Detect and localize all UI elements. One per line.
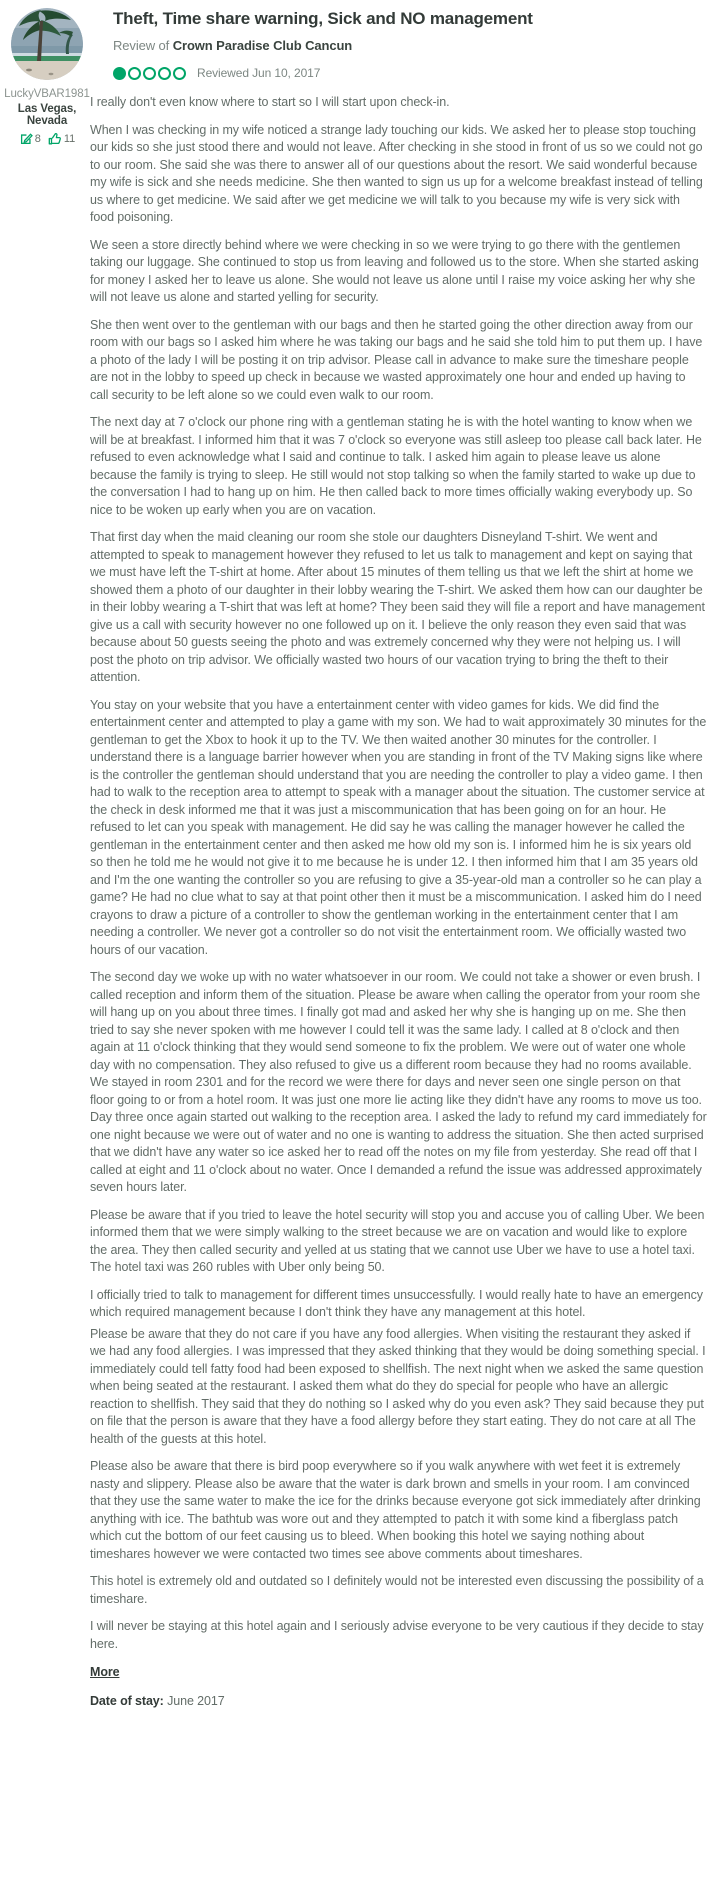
contributions-count: 8	[34, 133, 41, 145]
thumb-up-icon	[48, 132, 62, 146]
contributions-stat	[19, 132, 41, 146]
rating-bubble	[173, 67, 186, 80]
date-of-stay-label: Date of stay:	[90, 1694, 164, 1709]
rating-bubble	[113, 67, 126, 80]
review-title: Theft, Time share warning, Sick and NO management	[113, 9, 533, 28]
review-paragraph: Please be aware that if you tried to leave the hotel security will stop you and accuse you of calling Uber. We been informed them that we were simply walking to the street because we are on vacation and would like to explore the area. They then called security and yelled at us stating that we cannot use Uber we have to use a hotel taxi. The hotel taxi was 260 rubles with Uber only being 50.	[90, 1207, 705, 1275]
review-paragraph: I officially tried to talk to management for different times unsuccessfully. I would really hate to have an emergency which required management because I don't think they have any management at this hotel.	[90, 1287, 703, 1320]
avatar[interactable]	[11, 8, 83, 80]
review-paragraph: When I was checking in my wife noticed a strange lady touching our kids. We asked her to please stop touching our kids so she just stood there and would not leave. After checking in she stood in front of us so we could not go to our room. She said she was there to answer all of our questions about the resort. We said wonderful because my wife is sick and she needs medicine. She then wanted to sign us up for a welcome breakfast instead of telling us where to get medicine. We said after we get medicine we will talk to you because my wife is very sick with food poisoning.	[90, 122, 703, 225]
review-paragraph: I really don't even know where to start so I will start upon check-in.	[90, 95, 450, 110]
review-paragraph: We seen a store directly behind where we were checking in so we were trying to go there with the gentlemen taking our luggage. She continued to stop us from leaving and followed us to the store. When she started asking for money I asked her to leave us alone. She would not leave us alone until I raise my voice asking her why she will not leave us alone and started yelling for security.	[90, 237, 699, 305]
rating-bubble	[158, 67, 171, 80]
review-text	[90, 94, 707, 1653]
review-paragraph: Please be aware that they do not care if you have any food allergies. When visiting the restaurant they asked if we had any food allergies. I was impressed that they asked thinking that they would be doing something special. I immediately could tell fatty food had been exposed to shellfish. The next night when we asked the same question when being seated at the restaurant. I asked them what do they do special for people who have an allergic reaction to shellfish. They said that they do nothing so I asked why do you even ask? They said because they put on file that the person is aware that they have a food allergy before they start eating. They do not care at all The health of the guests at this hotel.	[90, 1326, 706, 1446]
beach-avatar-image	[11, 8, 83, 80]
review-paragraph: The next day at 7 o'clock our phone ring with a gentleman stating he is with the hotel wanting to know when we will be at breakfast. I informed him that it was 7 o'clock so everyone was still asleep too please call back later. He refused to even acknowledge what I said and continue to talk. I asked him again to please leave us alone because the family is trying to sleep. He still would not stop talking so when the family started to wake up due to the conversation I had to hang up on him. He then called back to more times officially waking everybody up. So nice to be woken up early when you are on vacation.	[90, 415, 702, 517]
review-paragraph: She then went over to the gentleman with our bags and then he started going the other direction away from our room with our bags so I asked him where he was taking our bags and he said she told him to put them up. I have a photo of the lady I will be posting it on trip advisor. Please call in advance to make sure the timeshare people are not in the lobby to speed up check in because we wasted approximately one hour and ended up having to call security to be left alone so we could even walk to our room.	[90, 317, 703, 402]
pencil-icon	[19, 132, 33, 146]
review-paragraph: Please also be aware that there is bird poop everywhere so if you walk anywhere with wet feet it is extremely nasty and slippery. Please also be aware that the water is dark brown and smells in your room. I am convinced that they use the same water to make the ice for the drinks because everyone got sick immediately after drinking anything with ice. The bathtub was wore out and they attempted to patch it with some kind a fiberglass patch which cut the bottom of our feet causing us to bleed. When booking this hotel we saying nothing about timeshares however we were contacted two times see above comments about timeshares.	[90, 1459, 701, 1561]
review-header	[113, 8, 707, 80]
reviewed-date: Reviewed Jun 10, 2017	[197, 66, 321, 81]
helpful-votes-count: 11	[63, 133, 76, 145]
hotel-link[interactable]: Crown Paradise Club Cancun	[172, 38, 353, 54]
review-paragraph: The second day we woke up with no water whatsoever in our room. We could not take a shower or even brush. I called reception and inform them of the situation. Please be aware when calling the operator from your room she will hang up on you about three times. I finally got mad and asked her why she is hanging up on me. She then tried to say she never spoken with me however I could tell it was the same lady. I called at 8 o'clock and then again at 11 o'clock thinking that they would send someone to fix the problem. We were out of water one whole day with no compensation. They also refused to give us a different room because they had no rooms available. We stayed in room 2301 and for the record we were there for days and never seen one single person on that floor going to or from a hotel room. It was just one more lie acting like they didn't have any rooms to move us too. Day three once again started out walking to the reception area. I asked the lady to refund my card immediately for one night because we were out of water and no one is wanting to address the situation. She then acted surprised that we didn't have any water so ice asked her to read off the notes on my file from yesterday. She read off that I called at eight and 11 o'clock about no water. Once I demanded a refund the issue was addressed approximately seven hours later.	[90, 970, 707, 1195]
review-main	[90, 8, 718, 1708]
review-paragraph: You stay on your website that you have a entertainment center with video games for kids. We did find the entertainment center and attempted to play a game with my son. We had to wait approximately 30 minutes for the gentleman to get the Xbox to hook it up to the TV. We then waited another 30 minutes for the controller. I understand there is a language barrier however when you are standing in front of the TV Making signs like where is the controller the gentleman should understand that you are needing the controller to play a video game. I then had to walk to the reception area to attempt to speak with a manager about the situation. The customer service at the check in desk informed me that it was just a miscommunication that has been going on for an hour. He refused to let can you speak with management. He did say he was calling the manager however he called the gentleman in the entertainment center and then asked me how old my son is. I informed him he is six years old so then he told me he would not give it to me because he is under 12. I then informed him that I am 35 years old and I'm the one wanting the controller so you are refusing to give a 35-year-old man a controller so he can play a game? He had no clue what to say at that point other then it must be a miscommunication. I asked him do I need crayons to draw a picture of a controller to show the gentleman working in the entertainment center that I am needing a controller. We never got a controller so do not visit the entertainment room. We officially wasted two hours of our vacation.	[90, 697, 707, 957]
helpful-votes-stat	[48, 132, 75, 146]
review-paragraph: I will never be staying at this hotel again and I seriously advise everyone to be very cautious if they decide to stay here.	[90, 1619, 704, 1651]
reviewer-username[interactable]: LuckyVBAR1981	[4, 88, 90, 100]
rating-row	[113, 66, 707, 80]
rating-bubble	[128, 67, 141, 80]
review-paragraph: That first day when the maid cleaning our room she stole our daughters Disneyland T-shirt. We went and attempted to speak to management however they refused to let us talk to management and kept on saying that we must have left the T-shirt at home. After about 15 minutes of them telling us that we left the shirt at home we showed them a photo of our daughter in their lobby wearing the T-shirt. We asked them how can our daughter be in their lobby wearing a T-shirt that was left at home? They been said they will file a report and have management give us a call with security however no one followed up on it. I believe the only reason they even said that was because about 50 guests seeing the photo and was extremely concerned why they were not helping us. I will post the photo on trip advisor. We officially wasted two hours of our vacation trying to bring the theft to their attention.	[90, 530, 705, 685]
date-of-stay-value: June 2017	[167, 1694, 225, 1709]
date-of-stay	[90, 1694, 707, 1708]
reviewer-location: Las Vegas, Nevada	[17, 103, 77, 127]
review-paragraph: This hotel is extremely old and outdated so I definitely would not be interested even discussing the possibility of a timeshare.	[90, 1574, 704, 1606]
rating-bubbles	[113, 67, 188, 80]
rating-bubble	[143, 67, 156, 80]
more-link[interactable]: More	[90, 1665, 120, 1680]
reviewer-stats	[0, 132, 94, 146]
review-of-label: Review of	[113, 38, 170, 54]
reviewer-column	[0, 8, 94, 146]
review-of-line	[113, 38, 707, 53]
